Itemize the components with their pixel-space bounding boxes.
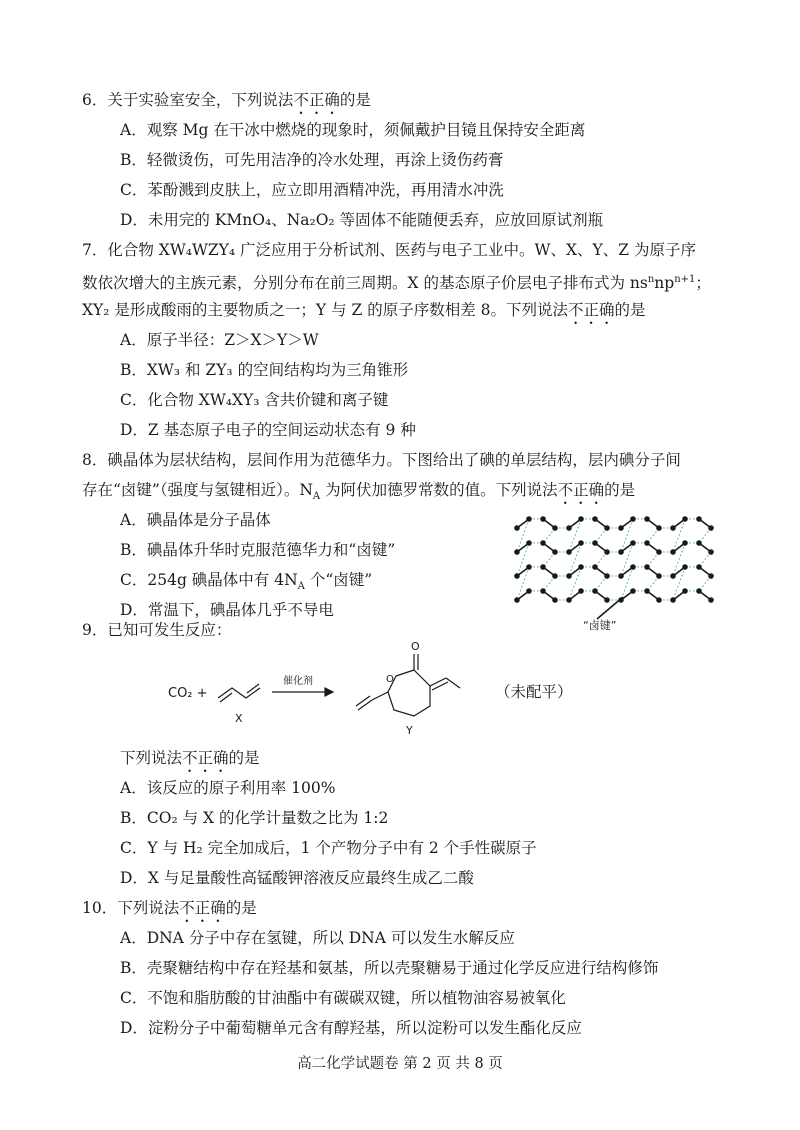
lactone-structure [356, 654, 460, 716]
iodine-atom [644, 588, 650, 594]
iodine-atom [696, 516, 702, 522]
iodine-atom [630, 540, 636, 546]
iodine-layer-figure [505, 505, 735, 635]
iodine-atom [670, 573, 676, 579]
iodine-atom [526, 540, 532, 546]
question-7-stem-line3: XY₂ 是形成酸雨的主要物质之一；Y 与 Z 的原子序数相差 8。下列说法不正确的是 [82, 301, 646, 319]
question-8-stem-line2: 存在“卤键”（强度与氢键相近）。$N_A$ 为阿伏加德罗常数的值。下列说法不正确的是 [82, 481, 636, 503]
iodine-atom [552, 573, 558, 579]
iodine-atom [592, 564, 598, 570]
question-7-option-c: C．化合物 XW₄XY₃ 含共价键和离子键 [120, 391, 389, 409]
iodine-atom [656, 525, 662, 531]
iodine-atom [708, 573, 714, 579]
iodine-atom [540, 540, 546, 546]
iodine-atom [708, 597, 714, 603]
label-pointer [597, 597, 623, 619]
iodine-atom [630, 564, 636, 570]
iodine-atom [682, 564, 688, 570]
iodine-atom [566, 597, 572, 603]
iodine-atom [604, 525, 610, 531]
question-7-stem-line2: 数依次增大的主族元素，分别分布在前三周期。X 的基态原子价层电子排布式为 $ns^nnp^{n+1}$； [82, 274, 711, 293]
question-10-stem: 10．下列说法不正确的是 [82, 899, 257, 917]
catalyst-label: 催化剂 [283, 676, 313, 687]
iodine-atom [552, 549, 558, 555]
butadiene-structure [218, 684, 260, 702]
iodine-atom [682, 516, 688, 522]
question-7-option-b: B．XW₃ 和 ZY₃ 的空间结构均为三角锥形 [120, 361, 409, 379]
iodine-atom [682, 540, 688, 546]
iodine-atom [514, 597, 520, 603]
iodine-atom [708, 549, 714, 555]
iodine-atom [540, 516, 546, 522]
iodine-atom [670, 597, 676, 603]
question-9-option-d: D．X 与足量酸性高锰酸钾溶液反应最终生成乙二酸 [120, 869, 474, 887]
iodine-atom [604, 549, 610, 555]
iodine-atom [552, 597, 558, 603]
iodine-atom [526, 564, 532, 570]
question-6-option-c: C．苯酚溅到皮肤上，应立即用酒精冲洗，再用清水冲洗 [120, 181, 504, 199]
iodine-atom [696, 540, 702, 546]
label-y: Y [406, 724, 413, 737]
iodine-atom [682, 588, 688, 594]
iodine-atom [708, 525, 714, 531]
iodine-atom [526, 516, 532, 522]
halogen-bond [699, 528, 711, 543]
iodine-atom [656, 597, 662, 603]
question-9-option-b: B．CO₂ 与 X 的化学计量数之比为 1:2 [120, 809, 389, 827]
iodine-atom [670, 549, 676, 555]
iodine-atom [630, 588, 636, 594]
iodine-atom [604, 573, 610, 579]
halogen-bond [647, 552, 659, 567]
question-6-option-b: B．轻微烫伤，可先用洁净的冷水处理，再涂上烫伤药膏 [120, 151, 504, 169]
halogen-bond [543, 576, 555, 591]
question-6-option-a: A．观察 Mg 在干冰中燃烧的现象时，须佩戴护目镜且保持安全距离 [120, 121, 586, 139]
iodine-atom [566, 525, 572, 531]
co2-reactant: CO₂ + [168, 686, 208, 701]
question-10-option-b: B．壳聚糖结构中存在羟基和氨基，所以壳聚糖易于通过化学反应进行结构修饰 [120, 959, 659, 977]
iodine-atom [644, 516, 650, 522]
halogen-bond-label: “卤键” [583, 619, 617, 632]
iodine-atom [526, 588, 532, 594]
ring-o-label: O [386, 674, 394, 685]
iodine-atom [592, 588, 598, 594]
iodine-atom [670, 525, 676, 531]
question-9-ask: 下列说法不正确的是 [120, 749, 260, 767]
question-10-option-c: C．不饱和脂肪酸的甘油酯中有碳碳双键，所以植物油容易被氧化 [120, 989, 566, 1007]
question-6-option-d: D．未用完的 KMnO₄、Na₂O₂ 等固体不能随便丢弃，应放回原试剂瓶 [120, 211, 604, 229]
iodine-atom [592, 540, 598, 546]
iodine-atom [514, 525, 520, 531]
question-9-option-a: A．该反应的原子利用率 100% [120, 779, 336, 797]
question-8-option-b: B．碘晶体升华时克服范德华力和“卤键” [120, 541, 396, 559]
iodine-atom [514, 573, 520, 579]
iodine-atom [540, 564, 546, 570]
iodine-atom [540, 588, 546, 594]
iodine-atom [656, 573, 662, 579]
iodine-atom [696, 564, 702, 570]
question-6-stem: 6．关于实验室安全，下列说法不正确的是 [82, 91, 371, 109]
iodine-atom [566, 549, 572, 555]
iodine-atom [514, 549, 520, 555]
label-x: X [235, 712, 243, 725]
halogen-bond [595, 528, 607, 543]
unbalanced-note: （未配平） [495, 683, 573, 701]
iodine-atom [618, 573, 624, 579]
halogen-bond [595, 552, 607, 567]
question-8-option-c: C．254g 碘晶体中有 $4N_A$ 个“卤键” [120, 571, 373, 593]
iodine-atom [618, 525, 624, 531]
iodine-atom [604, 597, 610, 603]
carbonyl-o-label: O [411, 640, 420, 653]
question-7-option-d: D．Z 基态原子电子的空间运动状态有 9 种 [120, 421, 416, 439]
iodine-atom [630, 516, 636, 522]
question-9-stem: 9．已知可发生反应： [82, 621, 232, 639]
iodine-atom [578, 516, 584, 522]
halogen-bond [543, 528, 555, 543]
question-8-option-a: A．碘晶体是分子晶体 [120, 511, 271, 529]
reaction-arrow [272, 688, 333, 696]
question-9-option-c: C．Y 与 H₂ 完全加成后，1 个产物分子中有 2 个手性碳原子 [120, 839, 537, 857]
question-8-stem-line1: 8．碘晶体为层状结构，层间作用为范德华力。下图给出了碘的单层结构，层内碘分子间 [82, 451, 681, 469]
question-10-option-a: A．DNA 分子中存在氢键，所以 DNA 可以发生水解反应 [120, 929, 515, 947]
iodine-atom [696, 588, 702, 594]
iodine-atom [578, 564, 584, 570]
page-footer: 高二化学试题卷 第 2 页 共 8 页 [297, 1056, 503, 1072]
iodine-atom [644, 540, 650, 546]
halogen-bond [595, 576, 607, 591]
halogen-bond [699, 552, 711, 567]
iodine-atom [566, 573, 572, 579]
iodine-atom [644, 564, 650, 570]
question-7-stem-line1: 7．化合物 XW₄WZY₄ 广泛应用于分析试剂、医药与电子工业中。W、X、Y、Z 为原子序 [82, 241, 696, 259]
question-7-option-a: A．原子半径：Z＞X＞Y＞W [120, 331, 319, 349]
halogen-bond [647, 528, 659, 543]
halogen-bond [647, 576, 659, 591]
halogen-bond [543, 552, 555, 567]
iodine-atom [592, 516, 598, 522]
iodine-atom [552, 525, 558, 531]
halogen-bond [699, 576, 711, 591]
question-8-option-d: D．常温下，碘晶体几乎不导电 [120, 601, 334, 619]
iodine-atom [618, 549, 624, 555]
iodine-atom [656, 549, 662, 555]
iodine-atom [578, 540, 584, 546]
question-10-option-d: D．淀粉分子中葡萄糖单元含有醇羟基，所以淀粉可以发生酯化反应 [120, 1019, 582, 1037]
iodine-atom [578, 588, 584, 594]
